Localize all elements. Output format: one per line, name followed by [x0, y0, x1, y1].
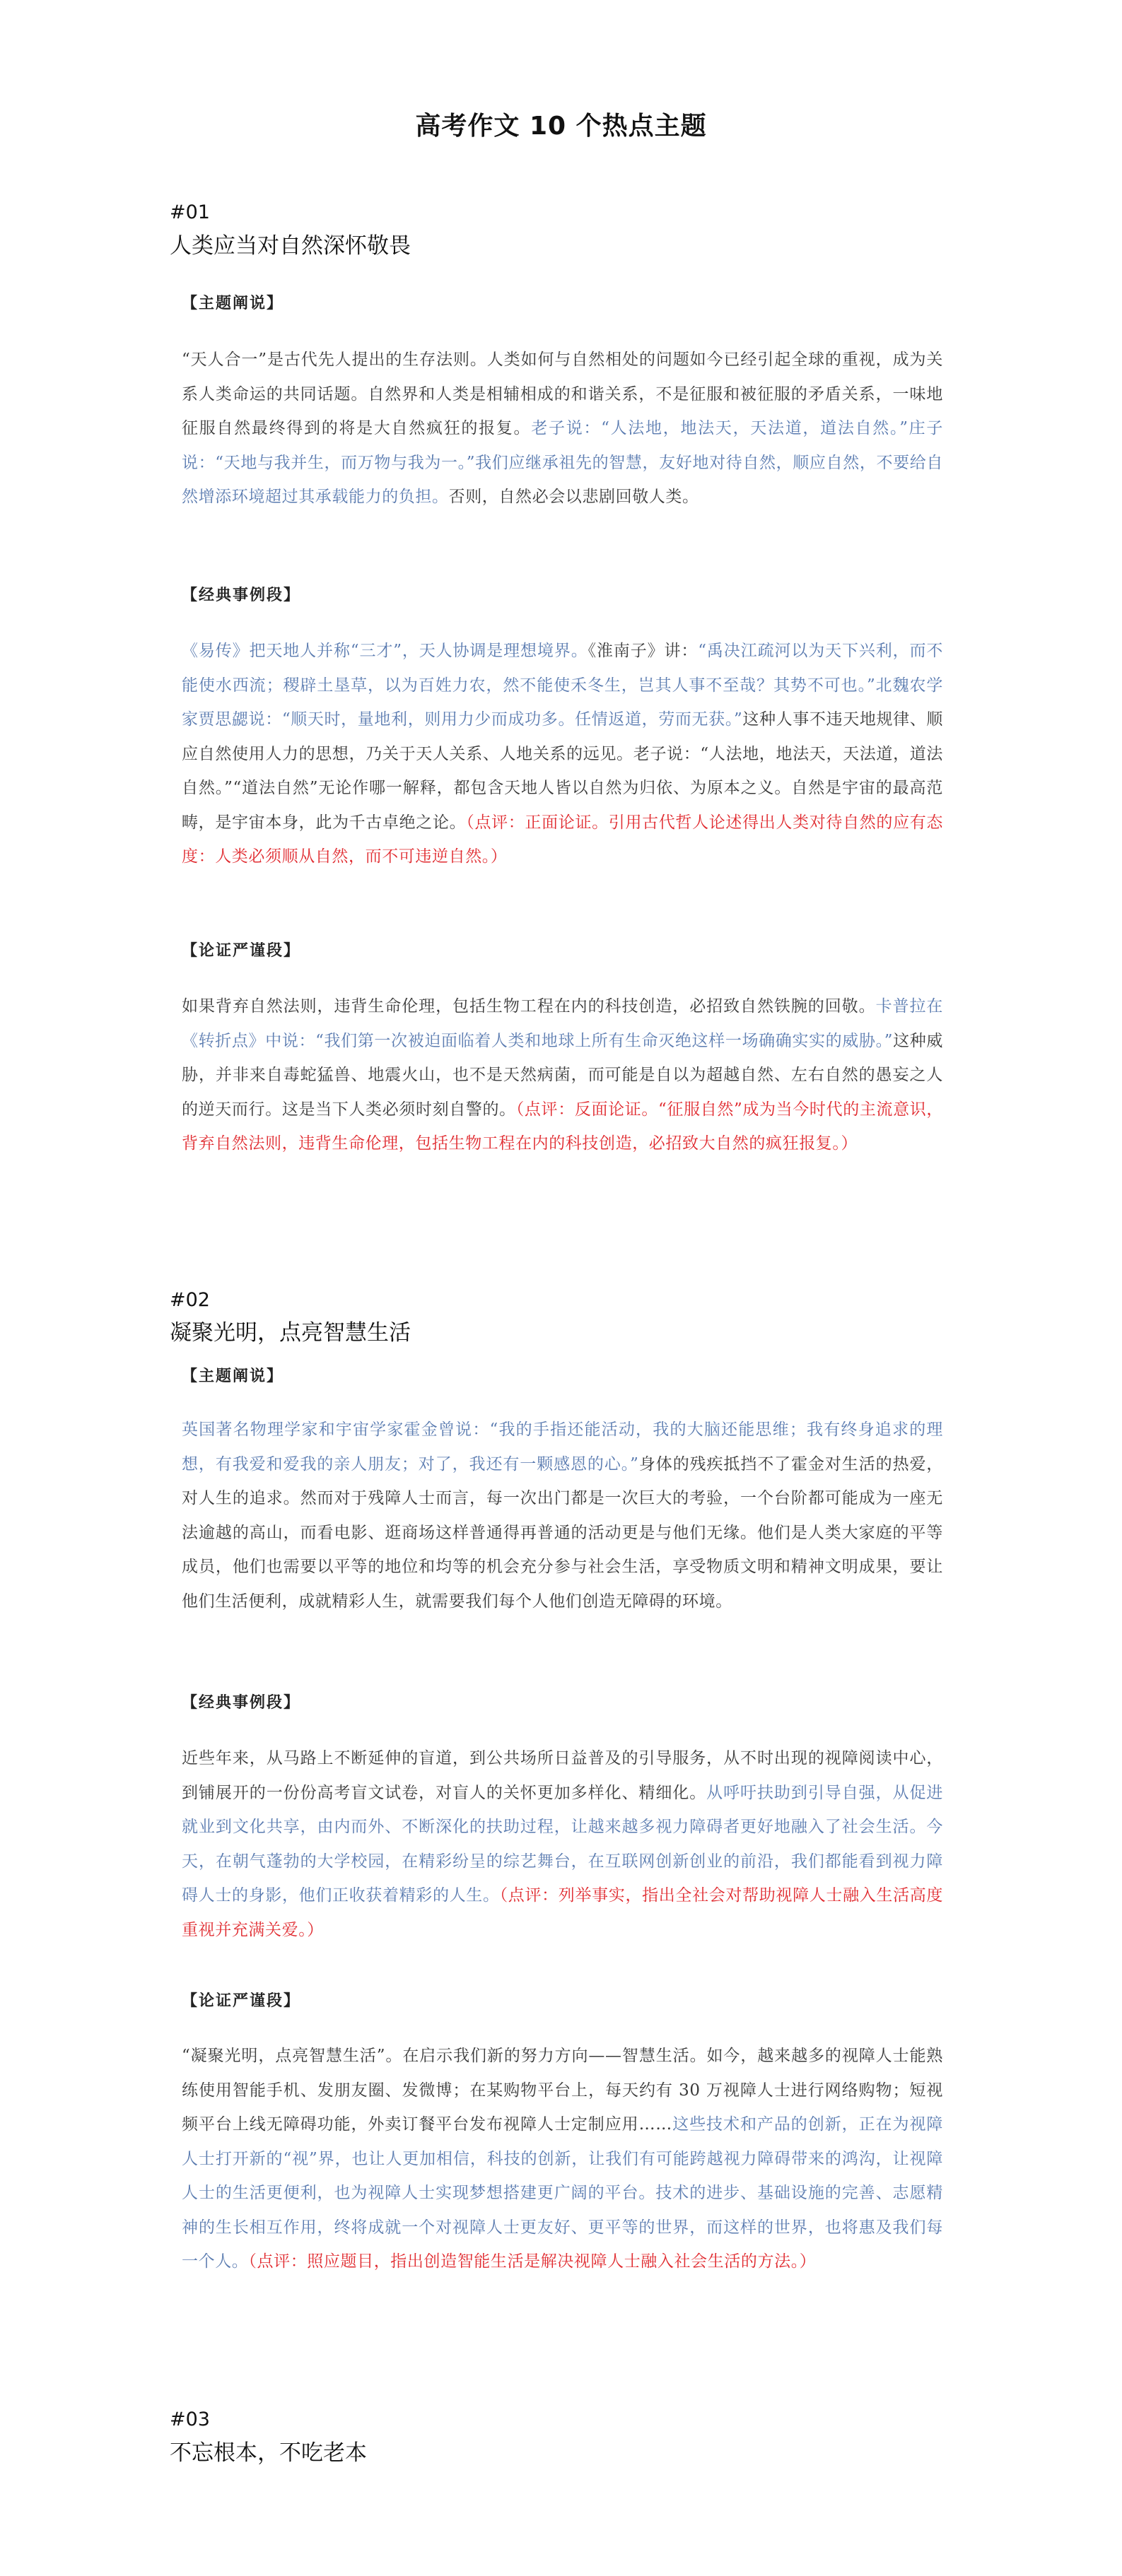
- comment-text: （点评：照应题目，指出创造智能生活是解决视障人士融入社会生活的方法。）: [248, 2252, 817, 2271]
- paragraph: [182, 989, 943, 1161]
- section-title: 凝聚光明，点亮智慧生活: [170, 1320, 411, 1346]
- subsection-heading: 【经典事例段】: [182, 1693, 301, 1712]
- section-number: #01: [170, 201, 210, 223]
- normal-text: “天人合一”是古代先人提出的生存法则。人类如何与自然相处的问题如今已经引起全球的重视，成为关系人类命运的共同话题。自然界和人类是相辅相成的和谐关系，不是征服和被征服的矛盾关系，一味地征服自然最终得到的将是大自然疯狂的报复。: [182, 351, 943, 437]
- paragraph: [182, 1741, 943, 1947]
- normal-text: 这种威胁，并非来自毒蛇猛兽、地震火山，也不是天然病菌，而可能是自以为超越自然、左右自然的愚妄之人的逆天而行。这是当下人类必须时刻自警的。: [182, 1031, 943, 1119]
- subsection-heading: 【经典事例段】: [182, 586, 301, 604]
- quote-text: “禹决江疏河以为天下兴利，而不能使水西流；稷辟土垦草，以为百姓力农，然不能使禾冬生，岂其人事不至哉？其势不可也。”北魏农学家贾思勰说：“顺天时，量地利，则用力少而成功多。任情返道，劳而无获。”: [182, 642, 943, 729]
- page-title: 高考作文 10 个热点主题: [415, 112, 707, 141]
- paragraph: [182, 343, 943, 514]
- subsection-heading: 【主题阐说】: [182, 1367, 284, 1385]
- normal-text: 这种人事不违天地规律、顺应自然使用人力的思想，乃关于天人关系、人地关系的远见。老子说：“人法地，地法天，天法道，道法自然。”“道法自然”无论作哪一解释，都包含天地人皆以自然为归依、为原本之义。自然是宇宙的最高范畴，是宇宙本身，此为千古卓绝之论。: [182, 710, 943, 832]
- subsection-heading: 【论证严谨段】: [182, 941, 301, 960]
- section-title: 不忘根本，不吃老本: [170, 2440, 367, 2466]
- section-number: #02: [170, 1289, 210, 1311]
- paragraph: [182, 2039, 943, 2279]
- comment-text: （点评：列举事实，指出全社会对帮助视障人士融入生活高度重视并充满关爱。）: [182, 1886, 943, 1939]
- quote-text: 英国著名物理学家和宇宙学家霍金曾说：“我的手指还能活动，我的大脑还能思维；我有终身追求的理想，有我爱和爱我的亲人朋友；对了，我还有一颗感恩的心。”: [182, 1421, 943, 1474]
- quote-text: 《易传》把天地人并称“三才”，天人协调是理想境界。: [182, 642, 588, 660]
- subsection-heading: 【论证严谨段】: [182, 1992, 301, 2010]
- normal-text: “凝聚光明，点亮智慧生活”。在启示我们新的努力方向——智慧生活。如今，越来越多的视障人士能熟练使用智能手机、发朋友圈、发微博；在某购物平台上，每天约有 30 万视障人士进行网络购物；短视频平台上线无障碍功能，外卖订餐平台发布视障人士定制应用……: [182, 2047, 943, 2134]
- normal-text: 如果背弃自然法则，违背生命伦理，包括生物工程在内的科技创造，必招致自然铁腕的回敬。: [182, 997, 876, 1016]
- comment-text: （点评：反面论证。“征服自然”成为当今时代的主流意识，背弃自然法则，违背生命伦理，包括生物工程在内的科技创造，必招致大自然的疯狂报复。）: [182, 1100, 944, 1153]
- subsection-heading: 【主题阐说】: [182, 294, 284, 312]
- quote-text: 卡普拉在《转折点》中说：“我们第一次被迫面临着人类和地球上所有生命灭绝这样一场确确实实的威胁。”: [182, 997, 943, 1050]
- normal-text: 《淮南子》讲：: [588, 642, 699, 660]
- normal-text: 近些年来，从马路上不断延伸的盲道，到公共场所日益普及的引导服务，从不时出现的视障阅读中心，到铺展开的一份份高考盲文试卷，对盲人的关怀更加多样化、精细化。: [182, 1749, 943, 1802]
- paragraph: [182, 634, 943, 874]
- paragraph: [182, 1413, 943, 1618]
- quote-text: 从呼吁扶助到引导自强，从促进就业到文化共享，由内而外、不断深化的扶助过程，让越来越多视力障碍者更好地融入了社会生活。今天，在朝气蓬勃的大学校园，在精彩纷呈的综艺舞台，在互联网创新创业的前沿，我们都能看到视力障碍人士的身影，他们正收获着精彩的人生。: [182, 1783, 943, 1905]
- quote-text: 这些技术和产品的创新，正在为视障人士打开新的“视”界，也让人更加相信，科技的创新，让我们有可能跨越视力障碍带来的鸿沟，让视障人士的生活更便利，也为视障人士实现梦想搭建更广阔的平台。技术的进步、基础设施的完善、志愿精神的生长相互作用，终将成就一个对视障人士更友好、更平等的世界，而这样的世界，也将惠及我们每一个人。: [182, 2115, 943, 2271]
- normal-text: 否则，自然必会以悲剧回敬人类。: [448, 488, 699, 506]
- normal-text: 身体的残疾抵挡不了霍金对生活的热爱，对人生的追求。然而对于残障人士而言，每一次出门都是一次巨大的考验，一个台阶都可能成为一座无法逾越的高山，而看电影、逛商场这样普通得再普通的活动更是与他们无缘。他们是人类大家庭的平等成员，他们也需要以平等的地位和均等的机会充分参与社会生活，享受物质文明和精神文明成果，要让他们生活便利，成就精彩人生，就需要我们每个人他们创造无障碍的环境。: [182, 1454, 943, 1611]
- comment-text: （点评：正面论证。引用古代哲人论述得出人类对待自然的应有态度：人类必须顺从自然，而不可违逆自然。）: [182, 813, 943, 866]
- section-number: #03: [170, 2409, 210, 2430]
- quote-text: 老子说：“人法地，地法天，天法道，道法自然。”庄子说：“天地与我并生，而万物与我为一。”我们应继承祖先的智慧，友好地对待自然，顺应自然，不要给自然增添环境超过其承载能力的负担。: [182, 419, 943, 506]
- section-title: 人类应当对自然深怀敬畏: [170, 233, 411, 259]
